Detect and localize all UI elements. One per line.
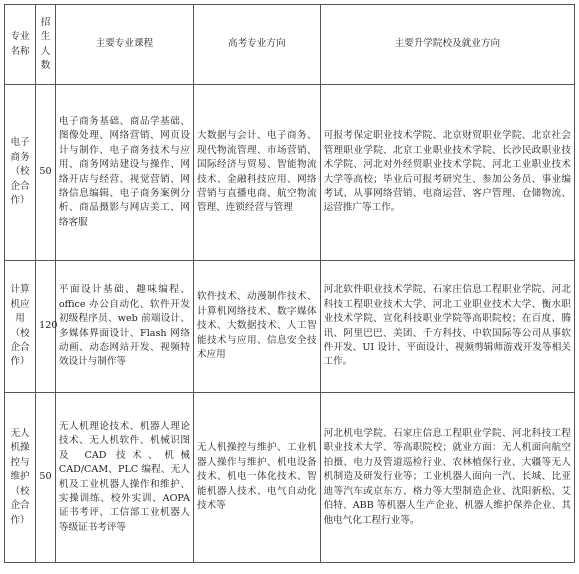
enroll-count: 120 [36, 261, 56, 393]
table-row [5, 85, 575, 261]
table-row [5, 261, 575, 393]
major-name: 电子商务（校企合作） [5, 85, 36, 261]
enroll-count: 50 [36, 85, 56, 261]
header-gaokao: 高考专业方向 [193, 5, 320, 85]
header-enroll: 招生人数 [36, 5, 56, 85]
program-table [4, 4, 575, 563]
major-name: 无人机操控与维护（校企合作） [5, 393, 36, 563]
course-list: 无人机理论技术、机器人理论技术、无人机软件、机械识图及 CAD 技术、机械 CAD/CAM、PLC 编程、无人机及工业机器人操作和维护、实操训练、校外实训、AOPA 证书考评、工信部工业机器人等级证书考评等 [55, 393, 193, 563]
further-direction: 可报考保定职业技术学院、北京财贸职业学院、北京社会管理职业学院、北京工业职业技术学院、长沙民政职业技术学院、河北对外经贸职业技术学院、河北工业职业技术大学等高校；毕业后可报考研究生、参加公务员、事业编考试、从事网络营销、电商运营、客户管理、仓储物流、运营推广等工作。 [320, 85, 574, 261]
header-major: 专业名称 [5, 5, 36, 85]
enroll-count: 50 [36, 393, 56, 563]
header-courses: 主要专业课程 [55, 5, 193, 85]
table-row [5, 393, 575, 563]
course-list: 平面设计基础、趣味编程、office 办公自动化、软件开发初级程序员、web 前端设计、多媒体界面设计、Flash 网络动画、动态网站开发、视频特效设计与制作等 [55, 261, 193, 393]
further-direction: 河北机电学院、石家庄信息工程职业学院、河北科技工程职业技术大学、等高职院校；就业方面：无人机面向航空拍摄、电力及管道巡检行业、农林植保行业、大疆等无人机制造及研发行业等；工业机器人面向一汽、长城、比亚迪等汽车或京东方、格力等大型制造企业、沈阳新松、艾伯特、ABB 等机器人生产企业、机器人维护保养企业、其他电气化工程行业等。 [320, 393, 574, 563]
header-further: 主要升学院校及就业方向 [320, 5, 574, 85]
gaokao-direction: 软件技术、动漫制作技术、计算机网络技术、数字媒体技术、大数据技术、人工智能技术与应用、信息安全技术应用 [193, 261, 320, 393]
further-direction: 河北软件职业技术学院、石家庄信息工程职业学院、河北科技工程职业技术大学、河北工业职业技术大学、衡水职业技术学院、宣化科技职业学院等高职院校；在百度、腾讯、阿里巴巴、美团、千方科技、中软国际等公司从事软件开发、UI 设计、平面设计、视频剪辑师游戏开发等相关工作。 [320, 261, 574, 393]
table-header-row [5, 5, 575, 85]
course-list: 电子商务基础、商品学基础、图像处理、网络营销、网页设计与制作、电子商务技术与应用、商务网站建设与操作、网络开店与经营、视觉营销、网络信息编辑、电子商务案例分析、商品摄影与网店美工、网络客服 [55, 85, 193, 261]
major-name: 计算机应用（校企合作） [5, 261, 36, 393]
gaokao-direction: 无人机操控与维护、工业机器人操作与维护、机电设备技术、机电一体化技术、智能机器人技术、电气自动化技术等 [193, 393, 320, 563]
gaokao-direction: 大数据与会计、电子商务、现代物流管理、市场营销、国际经济与贸易、智能物流技术、金融科技应用、网络营销与直播电商、航空物流管理、连锁经营与管理 [193, 85, 320, 261]
